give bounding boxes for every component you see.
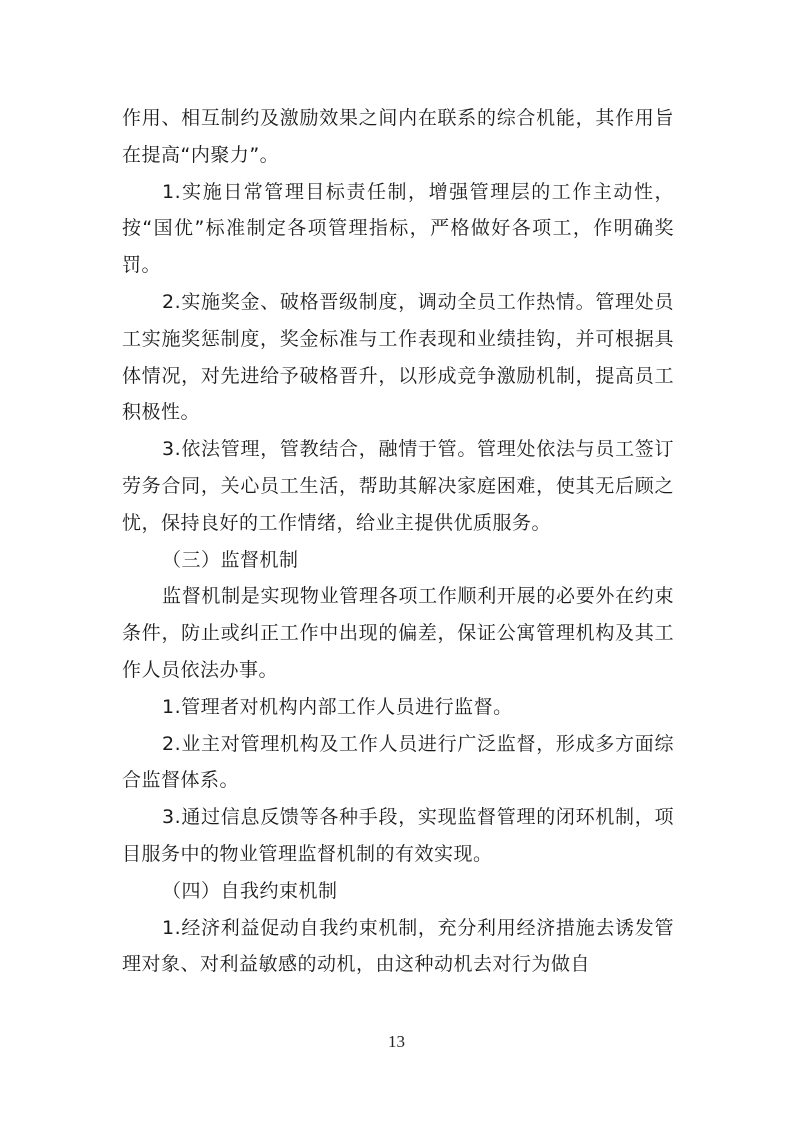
paragraph-supervision-2: 2.业主对管理机构及工作人员进行广泛监督，形成多方面综合监督体系。 (122, 732, 674, 792)
paragraph-item-2: 2.实施奖金、破格晋级制度，调动全员工作热情。管理处员工实施奖惩制度，奖金标准与工作表现和业绩挂钩，并可根据具体情况，对先进给予破格晋升，以形成竞争激励机制，提高员工积极性。 (122, 290, 674, 424)
paragraph-intro-continued: 作用、相互制约及激励效果之间内在联系的综合机能，其作用旨在提高“内聚力”。 (122, 107, 674, 166)
paragraph-supervision-3: 3.通过信息反馈等各种手段，实现监督管理的闭环机制，项目服务中的物业管理监督机制的有效实现。 (122, 806, 674, 865)
paragraph-item-3: 3.依法管理，管教结合，融情于管。管理处依法与员工签订劳务合同，关心员工生活，帮助其解决家庭困难，使其无后顾之忧，保持良好的工作情绪，给业主提供优质服务。 (122, 438, 674, 534)
page-number: 13 (388, 1032, 405, 1051)
paragraph-supervision-1: 1.管理者对机构内部工作人员进行监督。 (162, 695, 513, 718)
document-body (122, 100, 674, 983)
paragraph-item-1: 1.实施日常管理目标责任制，增强管理层的工作主动性，按“国优”标准制定各项管理指标，严格做好各项工，作明确奖罚。 (122, 180, 674, 277)
section-heading-self-restraint: （四）自我约束机制 (162, 879, 338, 902)
paragraph-supervision-intro: 监督机制是实现物业管理各项工作顺利开展的必要外在约束条件，防止或纠正工作中出现的偏差，保证公寓管理机构及其工作人员依法办事。 (122, 585, 674, 681)
section-heading-supervision: （三）监督机制 (162, 548, 299, 571)
paragraph-self-restraint-1: 1.经济利益促动自我约束机制，充分利用经济措施去诱发管理对象、对利益敏感的动机，由这种动机去对行为做自 (122, 916, 674, 976)
